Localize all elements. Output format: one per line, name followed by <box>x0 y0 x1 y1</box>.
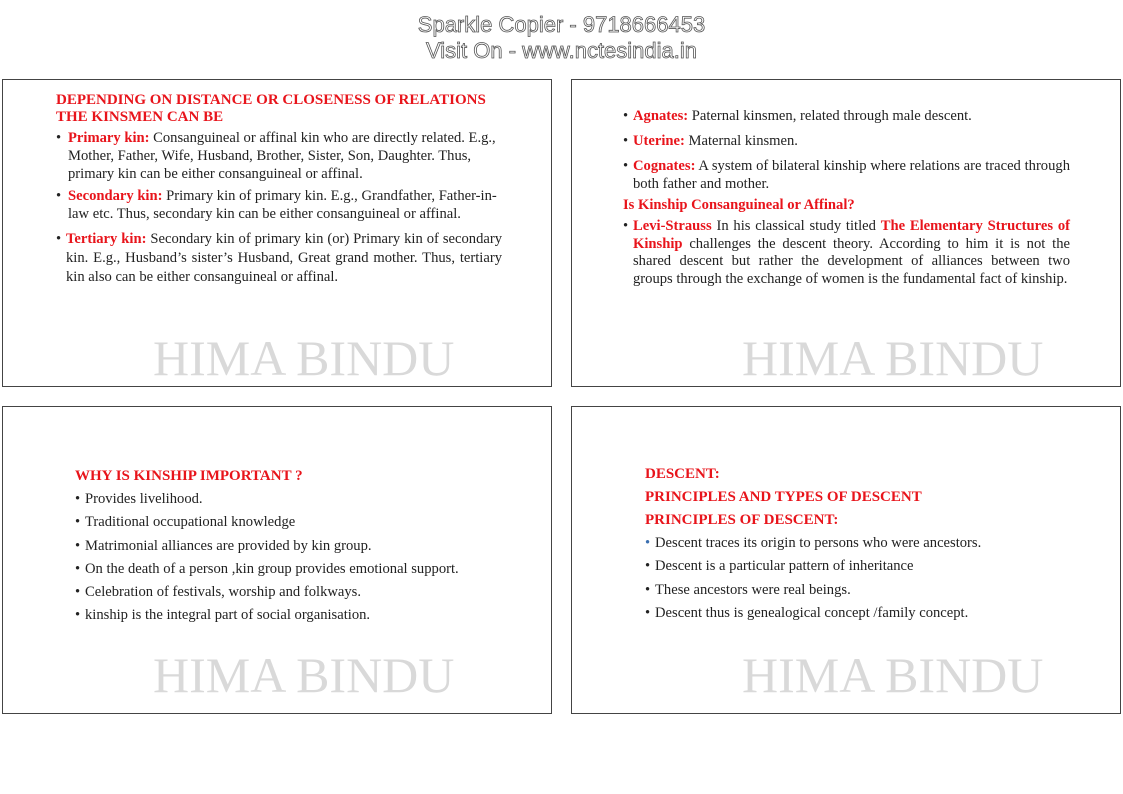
list-item <box>623 132 1070 150</box>
copier-stamp-watermark <box>0 12 1123 64</box>
stamp-line: Visit On - www.nctesindia.in <box>425 38 698 63</box>
list-item: • Descent traces its origin to persons who were ancestors. <box>645 532 1105 555</box>
slide-descent <box>571 406 1121 714</box>
definition: A system of bilateral kinship where relations are traced through both father and mother. <box>633 158 1070 192</box>
definition: Secondary kin of primary kin (or) Primary kin of secondary kin. E.g., Husband’s sister’s Husband, Great grand mother. Thus, tertiary kin also can be either consanguineal or affinal. <box>66 231 502 285</box>
slide-subheading: PRINCIPLES AND TYPES OF DESCENT <box>645 489 922 505</box>
list-item: • Descent is a particular pattern of inheritance <box>645 555 1105 578</box>
stamp-line: Sparkle Copier - 9718666453 <box>417 12 706 37</box>
author: Levi-Strauss <box>633 218 712 234</box>
text: challenges the descent theory. According to him it is not the shared descent but rather the development of alliances between two groups through the exchange of women is the fundamental fact of kinship. <box>633 235 1070 287</box>
definition: Paternal kinsmen, related through male descent. <box>688 108 972 124</box>
term: Tertiary kin: <box>66 231 147 247</box>
list-item <box>623 218 1070 288</box>
slide-kinsmen-closeness <box>2 79 552 387</box>
definition: Maternal kinsmen. <box>684 133 798 149</box>
list-item: • kinship is the integral part of social organisation. <box>75 604 535 627</box>
term: Agnates: <box>633 108 689 124</box>
list-item <box>623 157 1070 193</box>
term: Uterine: <box>633 133 685 149</box>
definition: Consanguineal or affinal kin who are directly related. E.g., Mother, Father, Wife, Husband, Brother, Sister, Son, Daughter. Thus, primary kin can be either consanguineal or affinal. <box>68 130 496 182</box>
list-item: • On the death of a person ,kin group provides emotional support. <box>75 558 535 581</box>
watermark-hima-bindu: HIMA BINDU <box>742 330 1044 386</box>
list-item <box>623 107 1070 125</box>
question-heading: Is Kinship Consanguineal or Affinal? <box>623 197 855 213</box>
list-item: • Celebration of festivals, worship and folkways. <box>75 581 535 604</box>
term: Cognates: <box>633 158 696 174</box>
list-item: • Provides livelihood. <box>75 488 535 511</box>
slide-subheading: PRINCIPLES OF DESCENT: <box>645 512 839 528</box>
list-item <box>56 230 502 287</box>
list-item: • Matrimonial alliances are provided by kin group. <box>75 535 535 558</box>
list-item <box>56 129 502 183</box>
slide-heading: DEPENDING ON DISTANCE OR CLOSENESS OF RELATIONS THE KINSMEN CAN BE <box>56 92 486 125</box>
slide-kin-types <box>571 79 1121 387</box>
list-item: • Traditional occupational knowledge <box>75 511 535 534</box>
definition: Primary kin of primary kin. E.g., Grandfather, Father-in-law etc. Thus, secondary kin can be either consanguineal or affinal. <box>68 188 497 222</box>
term: Secondary kin: <box>68 188 163 204</box>
list-item <box>56 187 502 223</box>
watermark-hima-bindu: HIMA BINDU <box>153 330 455 386</box>
text: In his classical study titled <box>711 218 881 234</box>
term: Primary kin: <box>68 130 150 146</box>
watermark-hima-bindu: HIMA BINDU <box>742 647 1044 703</box>
slide-heading: WHY IS KINSHIP IMPORTANT ? <box>75 468 303 484</box>
slide-heading: DESCENT: <box>645 466 720 482</box>
list-item: • These ancestors were real beings. <box>645 579 1105 602</box>
book-title: The Elementary Structures of Kinship <box>633 218 1070 252</box>
watermark-hima-bindu: HIMA BINDU <box>153 647 455 703</box>
list-item: • Descent thus is genealogical concept /family concept. <box>645 602 1105 625</box>
slide-kinship-importance <box>2 406 552 714</box>
